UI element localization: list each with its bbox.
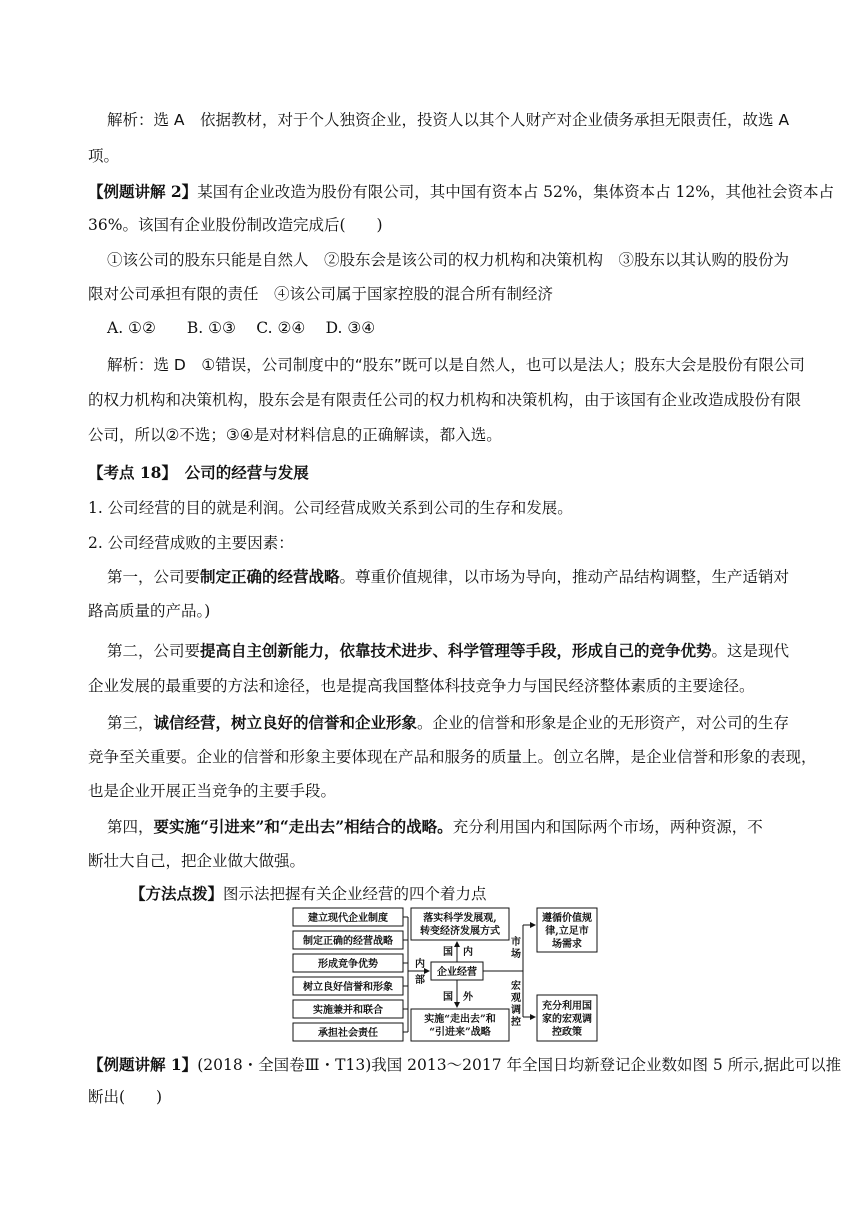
- method-text: 图示法把握有关企业经营的四个着力点: [223, 885, 487, 903]
- fourth-factor-text: 充分利用国内和国际两个市场，两种资源，不: [452, 818, 763, 836]
- left-box-5: 实施兼并和联合: [313, 1005, 383, 1016]
- second-factor-bold: 提高自主创新能力，依靠技术进步、科学管理等手段，形成自己的竞争优势: [200, 641, 712, 660]
- left-box-3: 形成竞争优势: [318, 959, 378, 970]
- right-top-line-3: 场需求: [552, 939, 582, 950]
- label-kong: 控: [511, 1017, 521, 1028]
- fourth-factor-line-2: 断壮大自己，把企业做大做强。: [88, 852, 306, 870]
- example-2-line-2: 36%。该国有企业股份制改造完成后( ): [88, 216, 383, 234]
- example-1-line-1: [88, 1055, 841, 1075]
- first-factor-bold: 制定正确的经营战略: [200, 567, 340, 586]
- section-heading: [88, 463, 309, 483]
- analysis-2-line-2: 的权力机构和决策机构，股东会是有限责任公司的权力机构和决策机构，由于该国有企业改造成股份有限: [88, 391, 802, 409]
- label-guowai: 国 外: [443, 992, 473, 1003]
- third-factor-line-3: 也是企业开展正当竞争的主要手段。: [88, 782, 337, 800]
- left-box-labels: [303, 911, 394, 1039]
- section-title: 公司的经营与发展: [169, 463, 309, 482]
- method-tip: [130, 884, 487, 904]
- analysis-2-line-3: 公司，所以②不选；③④是对材料信息的正确解读，都入选。: [88, 426, 502, 444]
- first-factor-line-2: 路高质量的产品。): [88, 602, 211, 620]
- section-tag: 【考点 18】: [88, 463, 170, 482]
- first-factor-line-1: [107, 567, 789, 587]
- top-box-line-1: 落实科学发展观,: [423, 913, 497, 924]
- third-factor-line-2: 竞争至关重要。企业的信誉和形象主要体现在产品和服务的质量上。创立名牌，是企业信誉和形象的表现，: [88, 748, 817, 766]
- analysis-1-line-1: 解析：选 A 依据教材，对于个人独资企业，投资人以其个人财产对企业债务承担无限责任，故选 A: [107, 111, 790, 129]
- enterprise-operation-diagram: [291, 905, 601, 1045]
- top-box-line-2: 转变经济发展方式: [420, 926, 500, 937]
- label-chang: 场: [511, 949, 521, 960]
- example-2-option-line-1: ①该公司的股东只能是自然人 ②股东会是该公司的权力机构和决策机构 ③股东以其认购的股份为: [107, 251, 790, 269]
- label-tiao: 调: [511, 1005, 521, 1016]
- bottom-box-line-2: “引进来”战略: [429, 1027, 491, 1038]
- example-2-option-line-2: 限对公司承担有限的责任 ④该公司属于国家控股的混合所有制经济: [88, 285, 554, 303]
- center-label: 企业经营: [437, 967, 477, 978]
- first-factor-prefix: 第一，公司要: [107, 568, 201, 586]
- fourth-factor-line-1: [107, 817, 763, 837]
- second-factor-text: 。这是现代: [711, 642, 790, 660]
- third-factor-line-1: [107, 713, 789, 733]
- right-bottom-line-3: 控政策: [552, 1027, 582, 1038]
- right-top-line-2: 律,立足市: [545, 926, 589, 937]
- first-factor-text: 。尊重价值规律，以市场为导向，推动产品结构调整，生产适销对: [339, 568, 790, 586]
- section-point-1: 1. 公司经营的目的就是利润。公司经营成败关系到公司的生存和发展。: [88, 499, 573, 517]
- label-shi: 市: [511, 937, 521, 948]
- third-factor-bold: 诚信经营，树立良好的信誉和企业形象: [153, 713, 418, 732]
- example-1-line-2: 断出( ): [88, 1088, 163, 1106]
- section-point-2: 2. 公司经营成败的主要因素：: [88, 534, 294, 552]
- analysis-2-line-1: 解析：选 D ①错误，公司制度中的“股东”既可以是自然人，也可以是法人；股东大会是股份有限公司: [107, 356, 805, 374]
- second-factor-line-2: 企业发展的最重要的方法和途径，也是提高我国整体科技竞争力与国民经济整体素质的主要途径。: [88, 677, 755, 695]
- fourth-factor-bold: 要实施“引进来”和“走出去”相结合的战略。: [153, 817, 453, 836]
- label-hong: 宏: [511, 981, 521, 992]
- label-bu: 部: [415, 975, 425, 986]
- right-bottom-line-1: 充分利用国: [542, 1001, 592, 1012]
- analysis-1-line-2: 项。: [88, 147, 120, 165]
- left-boxes: [293, 908, 403, 1041]
- example-1-text-1: (2018・全国卷Ⅲ・T13)我国 2013～2017 年全国日均新登记企业数如图 5 所示,据此可以推: [197, 1056, 842, 1074]
- example-2-choices: A. ①② B. ①③ C. ②④ D. ③④: [107, 319, 376, 337]
- example-2-tag: 【例题讲解 2】: [88, 182, 198, 201]
- label-guonei: 国 内: [443, 947, 473, 958]
- left-box-1: 建立现代企业制度: [308, 913, 388, 924]
- right-top-line-1: 遵循价值规: [542, 913, 592, 924]
- label-guan: 观: [511, 993, 521, 1004]
- bottom-box-line-1: 实施“走出去”和: [424, 1014, 496, 1025]
- example-2-line-1: [88, 182, 834, 202]
- label-nei: 内: [415, 959, 425, 970]
- left-box-6: 承担社会责任: [318, 1028, 378, 1039]
- second-factor-prefix: 第二，公司要: [107, 642, 201, 660]
- right-bottom-line-2: 家的宏观调: [542, 1014, 592, 1025]
- second-factor-line-1: [107, 641, 789, 661]
- left-box-2: 制定正确的经营战略: [303, 936, 393, 947]
- method-tag: 【方法点拨】: [130, 884, 224, 903]
- left-box-4: 树立良好信誉和形象: [303, 982, 393, 993]
- third-factor-text: 。企业的信誉和形象是企业的无形资产，对公司的生存: [417, 714, 790, 732]
- example-1-tag: 【例题讲解 1】: [88, 1055, 198, 1074]
- example-2-text-1: 某国有企业改造为股份有限公司，其中国有资本占 52%，集体资本占 12%，其他社会资本占: [197, 183, 834, 201]
- third-factor-prefix: 第三，: [107, 714, 154, 732]
- fourth-factor-prefix: 第四，: [107, 818, 154, 836]
